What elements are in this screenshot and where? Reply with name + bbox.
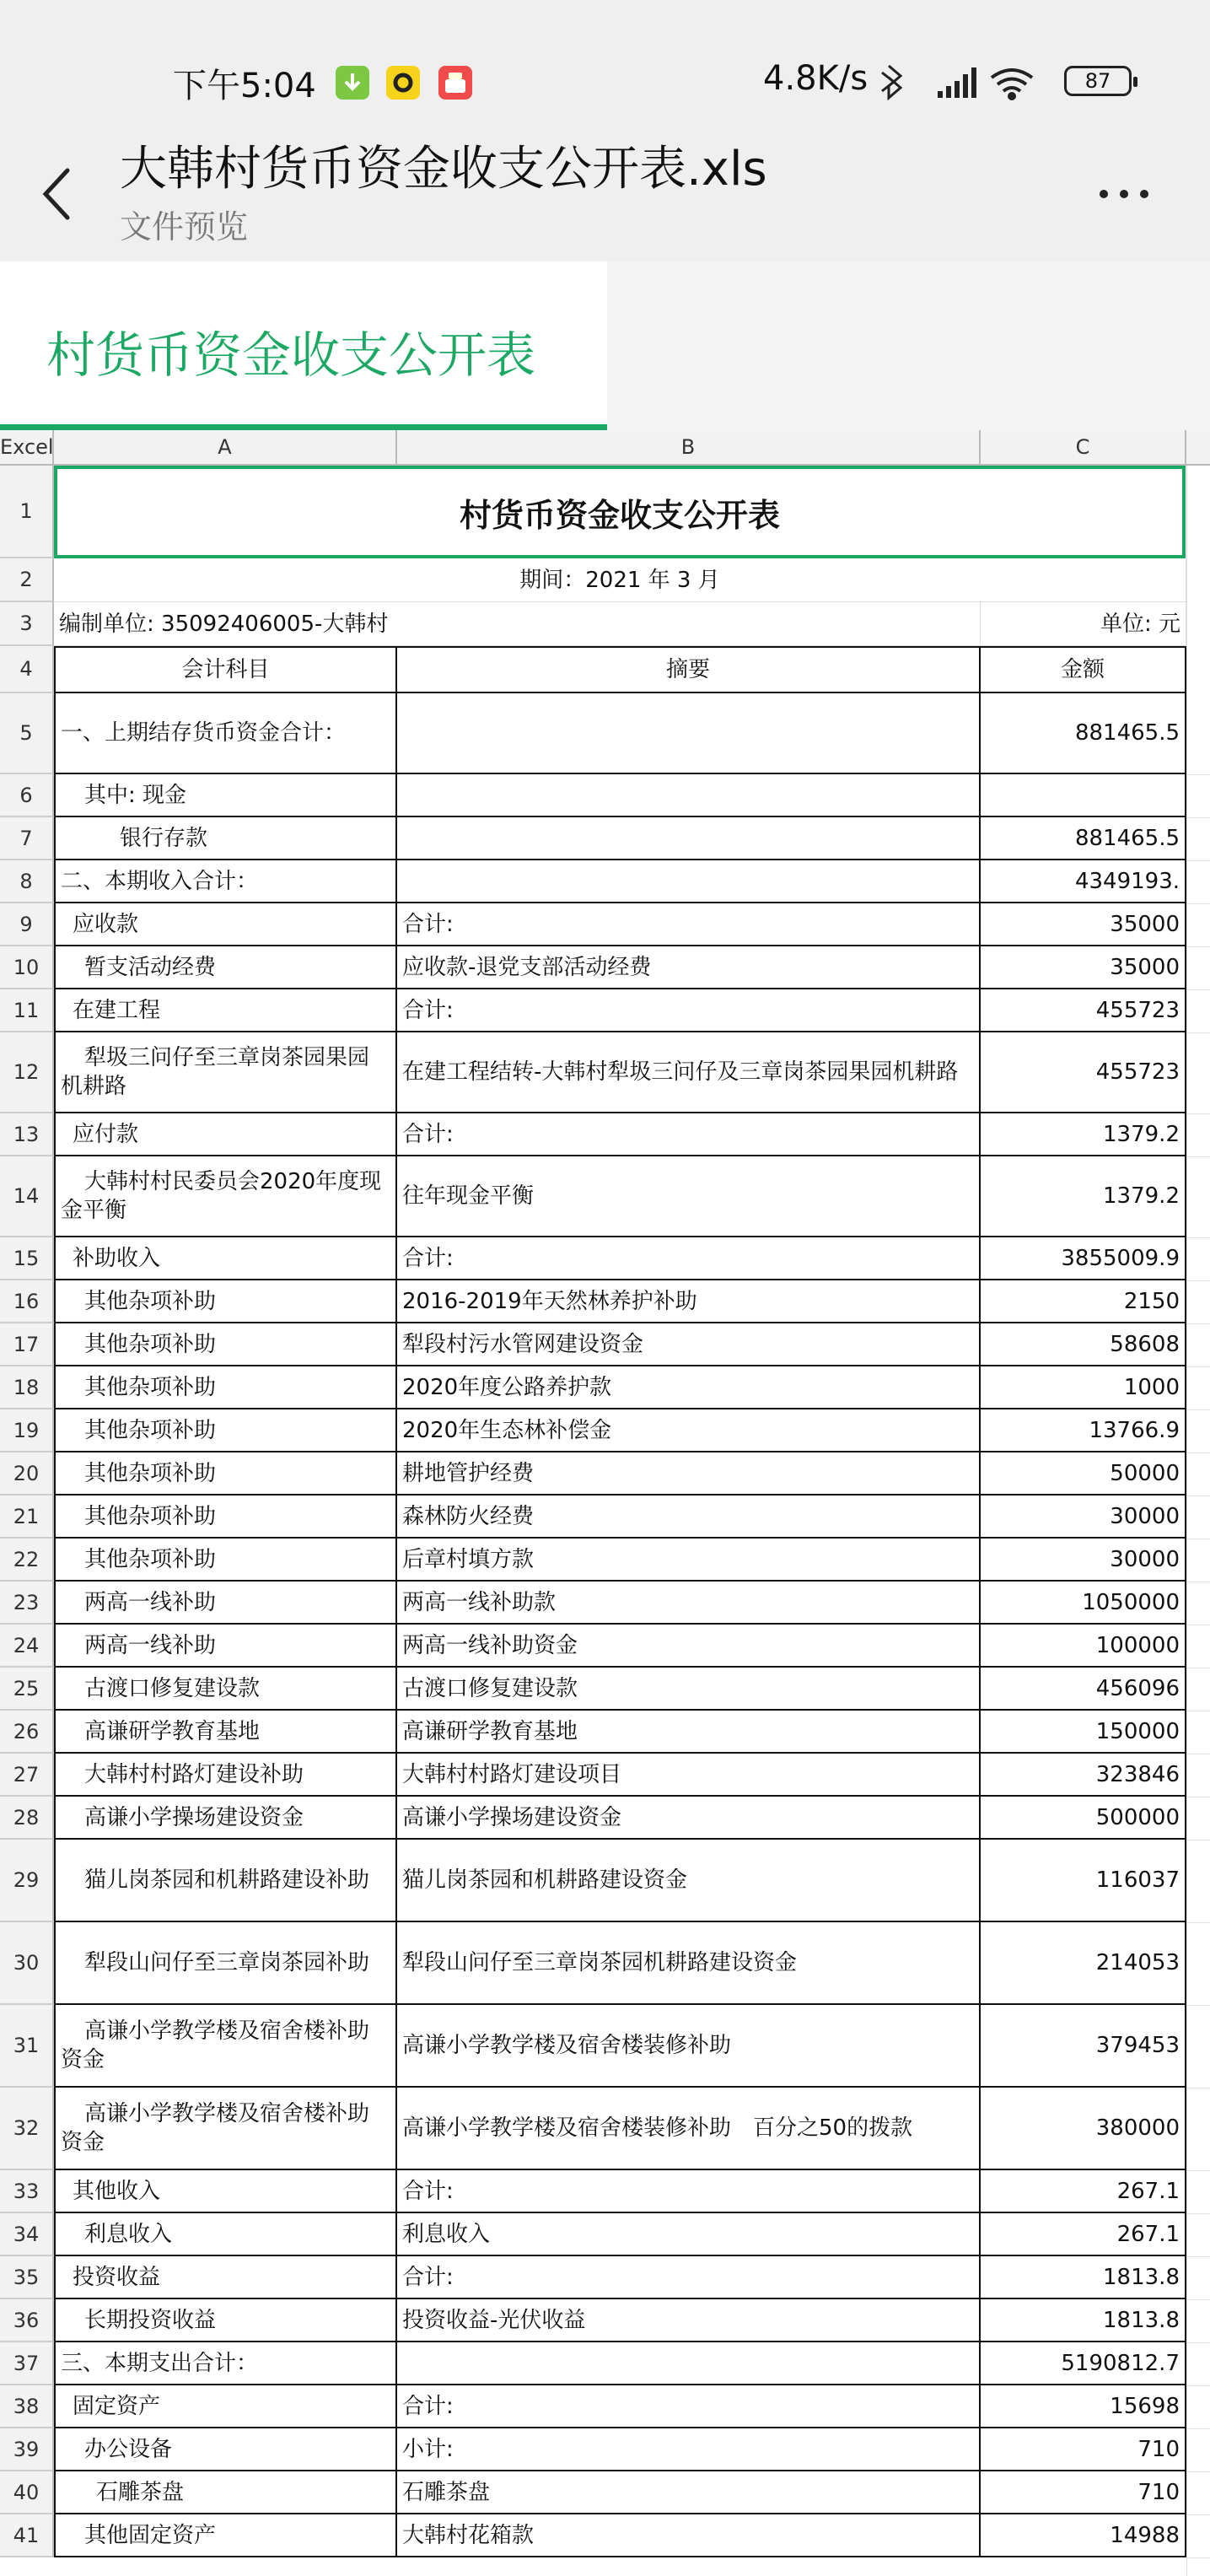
cell-subject[interactable]: 犁段山问仔至三章岗茶园补助 — [54, 1922, 397, 2005]
sheet-title-cell[interactable]: 村货币资金收支公开表 — [54, 466, 1186, 558]
cell-subject[interactable]: 猫儿岗茶园和机耕路建设补助 — [54, 1840, 397, 1922]
cell-subject[interactable]: 古渡口修复建设款 — [54, 1668, 397, 1711]
cell-summary[interactable]: 高谦小学操场建设资金 — [397, 1797, 981, 1840]
cell-subject[interactable]: 二、本期收入合计： — [54, 860, 397, 903]
period-cell[interactable]: 期间：2021 年 3 月 — [54, 558, 1186, 602]
cell-amount[interactable]: 455723 — [981, 989, 1186, 1032]
row-number[interactable]: 16 — [0, 1280, 54, 1323]
cell-summary[interactable] — [397, 860, 981, 903]
row-number[interactable]: 19 — [0, 1409, 54, 1452]
cell-summary[interactable]: 利息收入 — [397, 2213, 981, 2256]
cell-amount[interactable]: 881465.5 — [981, 817, 1186, 860]
file-subtitle: 文件预览 — [120, 208, 249, 245]
cell-subject[interactable]: 应收款 — [54, 903, 397, 946]
grid-line — [1187, 2342, 1210, 2343]
row-number[interactable]: 34 — [0, 2213, 54, 2256]
row-number[interactable]: 35 — [0, 2256, 54, 2299]
cell-amount[interactable]: 500000 — [981, 1797, 1186, 1840]
column-header-a[interactable]: A — [54, 430, 397, 466]
sheet-tab-strip — [0, 261, 1210, 430]
cell-summary[interactable]: 合计: — [397, 2256, 981, 2299]
grid-line — [1187, 860, 1210, 861]
column-header-extra — [1186, 430, 1210, 466]
cell-subject[interactable]: 大韩村村路灯建设补助 — [54, 1754, 397, 1797]
cell-summary[interactable]: 2020年生态林补偿金 — [397, 1409, 981, 1452]
cell-subject[interactable]: 犁圾三问仔至三章岗茶园果园机耕路 — [54, 1032, 397, 1113]
row-number[interactable]: 13 — [0, 1113, 54, 1156]
spreadsheet-grid[interactable] — [0, 430, 1210, 2576]
cell-summary[interactable]: 高谦研学教育基地 — [397, 1711, 981, 1754]
cell-amount[interactable]: 456096 — [981, 1668, 1186, 1711]
grid-line — [1187, 2299, 1210, 2300]
cell-summary[interactable]: 犁段村污水管网建设资金 — [397, 1323, 981, 1366]
cell-subject[interactable]: 投资收益 — [54, 2256, 397, 2299]
grid-line — [1187, 1323, 1210, 1324]
cell-summary[interactable]: 猫儿岗茶园和机耕路建设资金 — [397, 1840, 981, 1922]
grid-line — [1187, 2514, 1210, 2515]
grid-line — [1187, 1922, 1210, 1923]
cell-subject[interactable]: 大韩村村民委员会2020年度现金平衡 — [54, 1156, 397, 1237]
cell-amount[interactable]: 15698 — [981, 2385, 1186, 2428]
cell-summary[interactable]: 往年现金平衡 — [397, 1156, 981, 1237]
cell-subject[interactable]: 高谦小学教学楼及宿舍楼补助资金 — [54, 2005, 397, 2088]
cell-summary[interactable] — [397, 693, 981, 774]
grid-line — [1187, 1032, 1210, 1033]
grid-line — [1187, 2213, 1210, 2214]
cell-amount[interactable]: 881465.5 — [981, 693, 1186, 774]
row-number[interactable]: 17 — [0, 1323, 54, 1366]
grid-line — [1187, 2005, 1210, 2006]
cell-subject[interactable]: 利息收入 — [54, 2213, 397, 2256]
row-number[interactable]: 11 — [0, 989, 54, 1032]
cell-subject[interactable]: 一、上期结存货币资金合计： — [54, 693, 397, 774]
cell-summary[interactable]: 投资收益-光伏收益 — [397, 2299, 981, 2342]
row-number[interactable]: 6 — [0, 774, 54, 817]
grid-line — [1187, 2471, 1210, 2472]
row-number[interactable]: 38 — [0, 2385, 54, 2428]
grid-line — [1187, 2170, 1210, 2171]
cell-subject[interactable]: 长期投资收益 — [54, 2299, 397, 2342]
corner-label: Excel — [0, 430, 54, 466]
cell-subject[interactable]: 办公设备 — [54, 2428, 397, 2471]
cell-amount[interactable]: 58608 — [981, 1323, 1186, 1366]
cell-amount[interactable]: 2150 — [981, 1280, 1186, 1323]
cell-amount[interactable] — [981, 774, 1186, 817]
cell-subject[interactable]: 其他杂项补助 — [54, 1539, 397, 1582]
cell-subject[interactable]: 三、本期支出合计： — [54, 2342, 397, 2385]
row-number[interactable]: 36 — [0, 2299, 54, 2342]
grid-line — [1187, 2557, 1210, 2558]
grid-line — [1187, 1280, 1210, 1281]
sheet-tab-label: 村货币资金收支公开表 — [46, 326, 536, 384]
cell-summary[interactable]: 应收款-退党支部活动经费 — [397, 946, 981, 989]
grid-line — [1187, 989, 1210, 990]
cell-summary[interactable]: 合计: — [397, 903, 981, 946]
grid-line — [1187, 2428, 1210, 2429]
cell-summary[interactable] — [397, 817, 981, 860]
cell-amount[interactable]: 1050000 — [981, 1582, 1186, 1625]
cell-summary[interactable]: 高谦小学教学楼及宿舍楼装修补助 百分之50的拨款 — [397, 2088, 981, 2170]
cell-amount[interactable]: 4349193. — [981, 860, 1186, 903]
signal-wifi-icons — [877, 61, 1058, 103]
cell-amount[interactable]: 1813.8 — [981, 2299, 1186, 2342]
grid-line — [1187, 1113, 1210, 1114]
row-number[interactable]: 32 — [0, 2088, 54, 2170]
row-number[interactable]: 18 — [0, 1366, 54, 1409]
row-number[interactable]: 24 — [0, 1625, 54, 1668]
back-arrow-icon[interactable] — [34, 160, 84, 228]
cell-summary[interactable]: 犁段山问仔至三章岗茶园机耕路建设资金 — [397, 1922, 981, 2005]
cell-subject[interactable]: 其他固定资产 — [54, 2514, 397, 2557]
row-number[interactable]: 37 — [0, 2342, 54, 2385]
row-number[interactable]: 5 — [0, 693, 54, 774]
cell-subject[interactable]: 两高一线补助 — [54, 1625, 397, 1668]
cell-amount[interactable]: 30000 — [981, 1495, 1186, 1539]
grid-line — [1187, 1495, 1210, 1496]
cell-summary[interactable] — [397, 2342, 981, 2385]
cell-amount[interactable]: 14988 — [981, 2514, 1186, 2557]
cell-amount[interactable]: 379453 — [981, 2005, 1186, 2088]
cell-subject[interactable]: 在建工程 — [54, 989, 397, 1032]
cell-amount[interactable]: 455723 — [981, 1032, 1186, 1113]
cell-amount[interactable]: 5190812.7 — [981, 2342, 1186, 2385]
row-number[interactable]: 10 — [0, 946, 54, 989]
cell-summary[interactable]: 2016-2019年天然林养护补助 — [397, 1280, 981, 1323]
cell-subject[interactable]: 高谦小学操场建设资金 — [54, 1797, 397, 1840]
sheet-tab[interactable] — [0, 261, 607, 430]
status-icons — [877, 61, 1058, 106]
org-cell[interactable]: 编制单位: 35092406005-大韩村 — [54, 602, 981, 646]
cell-amount[interactable]: 35000 — [981, 946, 1186, 989]
cell-subject[interactable]: 其中: 现金 — [54, 774, 397, 817]
cell-summary[interactable]: 石雕茶盘 — [397, 2471, 981, 2514]
cell-amount[interactable]: 116037 — [981, 1840, 1186, 1922]
row-number[interactable]: 22 — [0, 1539, 54, 1582]
cell-summary[interactable]: 合计: — [397, 2170, 981, 2213]
cell-amount[interactable]: 1379.2 — [981, 1113, 1186, 1156]
row-number[interactable]: 7 — [0, 817, 54, 860]
cell-subject[interactable]: 两高一线补助 — [54, 1582, 397, 1625]
bluetooth-icon — [882, 66, 901, 98]
cell-summary[interactable]: 两高一线补助资金 — [397, 1625, 981, 1668]
row-number[interactable]: 33 — [0, 2170, 54, 2213]
cell-subject[interactable]: 高谦研学教育基地 — [54, 1711, 397, 1754]
row-number[interactable]: 12 — [0, 1032, 54, 1113]
cell-summary[interactable]: 高谦小学教学楼及宿舍楼装修补助 — [397, 2005, 981, 2088]
cell-subject[interactable]: 其他杂项补助 — [54, 1280, 397, 1323]
cell-subject[interactable]: 补助收入 — [54, 1237, 397, 1280]
cell-amount[interactable]: 150000 — [981, 1711, 1186, 1754]
cell-amount[interactable]: 710 — [981, 2428, 1186, 2471]
cell-amount[interactable]: 100000 — [981, 1625, 1186, 1668]
cell-subject[interactable]: 高谦小学教学楼及宿舍楼补助资金 — [54, 2088, 397, 2170]
cell-amount[interactable]: 50000 — [981, 1452, 1186, 1495]
cell-summary[interactable]: 古渡口修复建设款 — [397, 1668, 981, 1711]
wifi-icon — [992, 70, 1032, 99]
cell-subject[interactable]: 其他杂项补助 — [54, 1366, 397, 1409]
row-number[interactable]: 40 — [0, 2471, 54, 2514]
grid-line — [1187, 817, 1210, 818]
cell-summary[interactable]: 大韩村花箱款 — [397, 2514, 981, 2557]
cell-subject[interactable]: 暂支活动经费 — [54, 946, 397, 989]
grid-line — [1187, 1156, 1210, 1157]
more-dots-icon[interactable] — [1092, 177, 1159, 211]
signal-icon — [938, 67, 976, 98]
row-number[interactable]: 31 — [0, 2005, 54, 2088]
grid-line — [1187, 946, 1210, 947]
cell-amount[interactable]: 214053 — [981, 1922, 1186, 2005]
cell-summary[interactable]: 两高一线补助款 — [397, 1582, 981, 1625]
battery-icon: 87 — [1064, 66, 1132, 96]
cell-amount[interactable]: 13766.9 — [981, 1409, 1186, 1452]
cell-summary[interactable]: 小计: — [397, 2428, 981, 2471]
grid-line — [1187, 774, 1210, 775]
row-number[interactable]: 27 — [0, 1754, 54, 1797]
app-header — [0, 118, 1210, 261]
cell-subject[interactable]: 其他杂项补助 — [54, 1409, 397, 1452]
grid-line — [1187, 1452, 1210, 1453]
row-number[interactable]: 39 — [0, 2428, 54, 2471]
cell-subject[interactable]: 固定资产 — [54, 2385, 397, 2428]
row-number[interactable]: 4 — [0, 646, 54, 693]
cell-amount[interactable]: 1813.8 — [981, 2256, 1186, 2299]
row-number[interactable]: 9 — [0, 903, 54, 946]
cell-summary[interactable]: 合计: — [397, 989, 981, 1032]
row-number[interactable]: 1 — [0, 466, 54, 558]
cell-subject[interactable]: 应付款 — [54, 1113, 397, 1156]
header-cell-subject[interactable]: 会计科目 — [54, 646, 397, 693]
cell-subject[interactable]: 银行存款 — [54, 817, 397, 860]
cell-subject[interactable]: 石雕茶盘 — [54, 2471, 397, 2514]
cell-amount[interactable]: 267.1 — [981, 2213, 1186, 2256]
row-number[interactable]: 30 — [0, 1922, 54, 2005]
cell-amount[interactable]: 1000 — [981, 1366, 1186, 1409]
grid-line — [1187, 903, 1210, 904]
row-number[interactable]: 41 — [0, 2514, 54, 2557]
download-badge-icon — [336, 66, 369, 100]
cell-subject[interactable]: 其他杂项补助 — [54, 1495, 397, 1539]
column-header-b[interactable]: B — [397, 430, 981, 466]
grid-line — [1187, 2385, 1210, 2386]
column-header-c[interactable]: C — [981, 430, 1186, 466]
cell-subject[interactable]: 其他杂项补助 — [54, 1452, 397, 1495]
row-number[interactable]: 8 — [0, 860, 54, 903]
cell-summary[interactable]: 合计: — [397, 1237, 981, 1280]
cell-amount[interactable]: 1379.2 — [981, 1156, 1186, 1237]
row-number[interactable]: 21 — [0, 1495, 54, 1539]
cell-amount[interactable]: 3855009.9 — [981, 1237, 1186, 1280]
row-number[interactable]: 20 — [0, 1452, 54, 1495]
cell-amount[interactable]: 30000 — [981, 1539, 1186, 1582]
cell-amount[interactable]: 35000 — [981, 903, 1186, 946]
grid-line — [1187, 1237, 1210, 1238]
app-badge-icon — [386, 66, 420, 100]
cell-summary[interactable]: 耕地管护经费 — [397, 1452, 981, 1495]
cell-summary[interactable] — [397, 774, 981, 817]
grid-line — [1187, 1366, 1210, 1367]
cell-summary[interactable]: 合计: — [397, 1113, 981, 1156]
cell-summary[interactable]: 合计: — [397, 2385, 981, 2428]
status-time: 下午5:04 — [173, 67, 316, 105]
cell-amount[interactable]: 380000 — [981, 2088, 1186, 2170]
cell-amount[interactable]: 267.1 — [981, 2170, 1186, 2213]
notification-badge-icon — [438, 66, 472, 100]
row-number[interactable]: 14 — [0, 1156, 54, 1237]
cell-summary[interactable]: 森林防火经费 — [397, 1495, 981, 1539]
row-number[interactable]: 28 — [0, 1797, 54, 1840]
cell-amount[interactable]: 710 — [981, 2471, 1186, 2514]
cell-subject[interactable]: 其他收入 — [54, 2170, 397, 2213]
row-number[interactable]: 3 — [0, 602, 54, 646]
cell-amount[interactable]: 323846 — [981, 1754, 1186, 1797]
row-number[interactable]: 29 — [0, 1840, 54, 1922]
unit-cell[interactable]: 单位: 元 — [981, 602, 1186, 646]
file-title: 大韩村货币资金收支公开表.xls — [120, 142, 767, 197]
row-number[interactable]: 2 — [0, 558, 54, 602]
grid-line — [1187, 2256, 1210, 2257]
grid-right-margin — [1186, 466, 1210, 2576]
row-number[interactable]: 26 — [0, 1711, 54, 1754]
cell-summary[interactable]: 在建工程结转-大韩村犁圾三问仔及三章岗茶园果园机耕路 — [397, 1032, 981, 1113]
cell-summary[interactable]: 2020年度公路养护款 — [397, 1366, 981, 1409]
header-cell-summary[interactable]: 摘要 — [397, 646, 981, 693]
row-number[interactable]: 15 — [0, 1237, 54, 1280]
row-number[interactable]: 25 — [0, 1668, 54, 1711]
header-cell-amount[interactable]: 金额 — [981, 646, 1186, 693]
network-speed: 4.8K/s — [763, 59, 869, 98]
sheet-tab-underline — [0, 424, 607, 430]
row-number[interactable]: 23 — [0, 1582, 54, 1625]
cell-summary[interactable]: 大韩村村路灯建设项目 — [397, 1754, 981, 1797]
grid-line — [1187, 1409, 1210, 1410]
cell-summary[interactable]: 后章村填方款 — [397, 1539, 981, 1582]
cell-subject[interactable]: 其他杂项补助 — [54, 1323, 397, 1366]
